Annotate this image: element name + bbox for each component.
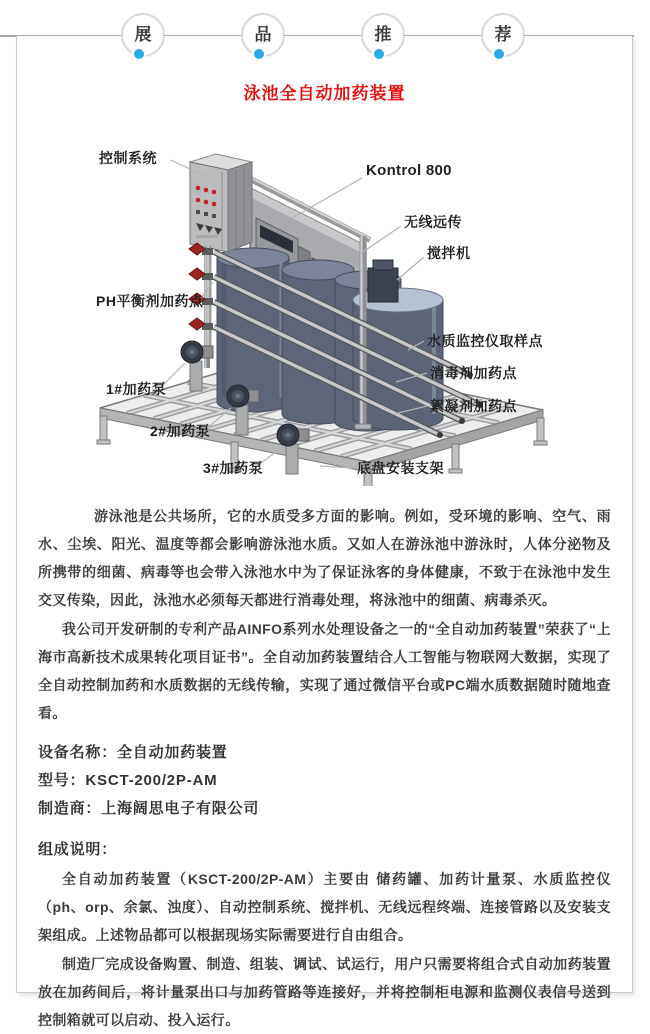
content-panel	[16, 36, 633, 1028]
header-badge-1	[121, 13, 165, 57]
diagram-label-pump-3: 3#加药泵	[203, 460, 264, 476]
composition-paragraph-1: 全自动加药装置（KSCT-200/2P-AM）主要由 储药罐、加药计量泵、水质监控仪（ph、orp、余氯、浊度）、自动控制系统、搅拌机、无线远程终端、连接管路以及安装支架组成。上述物品都可以根据现场实际需要进行自由组合。	[38, 871, 611, 943]
badge-char: 推	[374, 25, 392, 44]
badge-dot-icon	[372, 47, 386, 61]
intro-paragraph-2: 我公司开发研制的专利产品AINFO系列水处理设备之一的“全自动加药装置”荣获了“上海市高新技术成果转化项目证书”。全自动加药装置结合人工智能与物联网大数据，实现了全自动控制加药和水质数据的无线传输，实现了通过微信平台或PC端水质数据随时随地查看。	[38, 621, 611, 721]
badge-dot-icon	[132, 47, 146, 61]
composition-heading: 组成说明：	[38, 841, 118, 858]
page-title: 泳池全自动加药装置	[243, 84, 406, 103]
badge-char: 品	[254, 25, 272, 44]
header-badge-4	[481, 13, 525, 57]
diagram-label-disinfectant-point: 消毒剂加药点	[430, 365, 517, 381]
diagram-label-mixer: 搅拌机	[427, 245, 471, 261]
diagram-label-ph-dosing-point: PH平衡剂加药点	[96, 293, 204, 309]
diagram-label-pump-1: 1#加药泵	[106, 381, 167, 397]
diagram-label-wireless: 无线远传	[404, 214, 462, 230]
header-badge-2	[241, 13, 285, 57]
badge-char: 展	[134, 25, 152, 44]
diagram-label-sampling-point: 水质监控仪取样点	[427, 333, 543, 349]
product-diagram	[0, 128, 650, 486]
badge-dot-icon	[252, 47, 266, 61]
spec-manufacturer: 制造商：上海阔思电子有限公司	[38, 800, 260, 817]
spec-device-name: 设备名称：全自动加药装置	[38, 744, 228, 761]
spec-model-number: 型号：KSCT-200/2P-AM	[38, 772, 218, 789]
spec-list	[38, 739, 611, 823]
description-section	[17, 502, 632, 1034]
badge-char: 荐	[494, 25, 512, 44]
intro-paragraph-1: 游泳池是公共场所，它的水质受多方面的影响。例如，受环境的影响、空气、雨水、尘埃、阳光、温度等都会影响游泳池水质。又如人在游泳池中游泳时，人体分泌物及所携带的细菌、病毒等也会带入泳池水中为了保证泳客的身体健康，不致于在泳池中发生交叉传染，因此，泳池水必须每天都进行消毒处理，将泳池中的细菌、病毒杀灭。	[38, 508, 611, 608]
composition-paragraph-2: 制造厂完成设备购置、制造、组装、调试、试运行，用户只需要将组合式自动加药装置放在加药间后，将计量泵出口与加药管路等连接好，并将控制柜电源和监测仪表信号送到控制箱就可以启动、投入运行。	[38, 956, 611, 1028]
diagram-label-flocculant-point: 絮凝剂加药点	[430, 398, 517, 414]
diagram-label-control-system: 控制系统	[99, 150, 157, 166]
header-badge-3	[361, 13, 405, 57]
diagram-label-base-bracket: 底盘安装支架	[357, 460, 444, 476]
badge-dot-icon	[492, 47, 506, 61]
diagram-label-pump-2: 2#加药泵	[150, 423, 211, 439]
diagram-label-kontrol-800: Kontrol 800	[366, 162, 452, 179]
